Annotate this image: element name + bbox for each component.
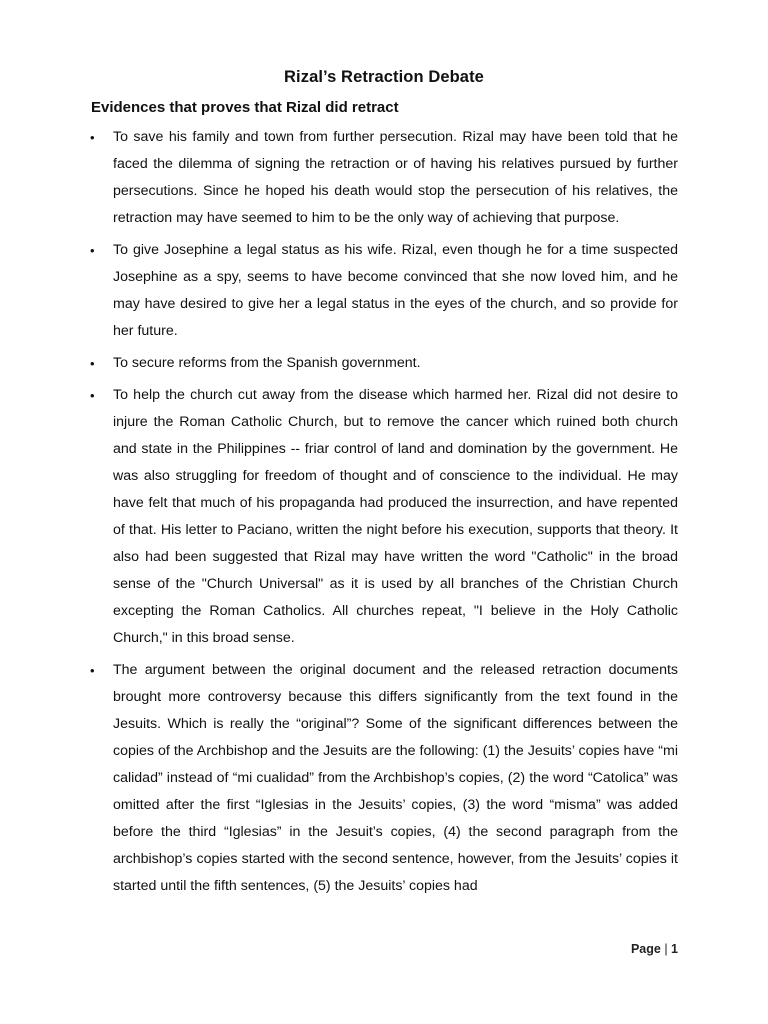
list-item-text: To save his family and town from further persecution. Rizal may have been told that he faced the dilemma of signing the retraction or of having his relatives pursued by further persecutions. Since he hoped his death would stop the persecution of his relatives, the retraction may have seemed to him to be the only way of achieving that purpose. xyxy=(113,129,678,226)
bullet-icon: • xyxy=(90,388,95,403)
page-label: Page xyxy=(630,942,661,956)
list-item xyxy=(91,657,678,900)
list-item xyxy=(91,350,678,377)
list-item-text: To secure reforms from the Spanish government. xyxy=(113,355,421,371)
list-item-text: To help the church cut away from the disease which harmed her. Rizal did not desire to injure the Roman Catholic Church, but to remove the cancer which ruined both church and state in the Philippines -- friar control of land and domination by the government. He was also struggling for freedom of thought and of conscience to the individual. He may have felt that much of his propaganda had produced the insurrection, and have repented of that. His letter to Paciano, written the night before his execution, supports that theory. It also had been suggested that Rizal may have written the word "Catholic" in the broad sense of the "Church Universal" as it is used by all branches of the Christian Church excepting the Roman Catholics. All churches repeat, "I believe in the Holy Catholic Church," in this broad sense. xyxy=(113,387,678,646)
bullet-icon: • xyxy=(90,663,95,678)
list-item-text: The argument between the original document and the released retraction documents brought more controversy because this differs significantly from the text found in the Jesuits. Which is really the “original”? Some of the significant differences between the copies of the Archbishop and the Jesuits are the following: (1) the Jesuits’ copies have “mi calidad” instead of “mi cualidad” from the Archbishop’s copies, (2) the word “Catolica” was omitted after the first “Iglesias in the Jesuits’ copies, (3) the word “misma” was added before the third “Iglesias” in the Jesuit’s copies, (4) the second paragraph from the archbishop’s copies started with the second sentence, however, from the Jesuits’ copies it started until the fifth sentences, (5) the Jesuits’ copies had xyxy=(113,662,678,894)
list-item-text: To give Josephine a legal status as his wife. Rizal, even though he for a time suspected Josephine as a spy, seems to have become convinced that she now loved him, and he may have desired to give her a legal status in the eyes of the church, and so provide for her future. xyxy=(113,242,678,339)
list-item xyxy=(91,124,678,232)
page-separator: | xyxy=(664,942,668,956)
page-number: 1 xyxy=(671,942,678,956)
list-item xyxy=(91,237,678,345)
section-subheading: Evidences that proves that Rizal did retract xyxy=(91,99,399,116)
bullet-icon: • xyxy=(90,130,95,145)
bullet-icon: • xyxy=(90,243,95,258)
page-footer xyxy=(631,942,678,956)
evidence-list xyxy=(91,124,678,905)
bullet-icon: • xyxy=(90,356,95,371)
document-title: Rizal’s Retraction Debate xyxy=(284,68,484,86)
list-item xyxy=(91,382,678,652)
